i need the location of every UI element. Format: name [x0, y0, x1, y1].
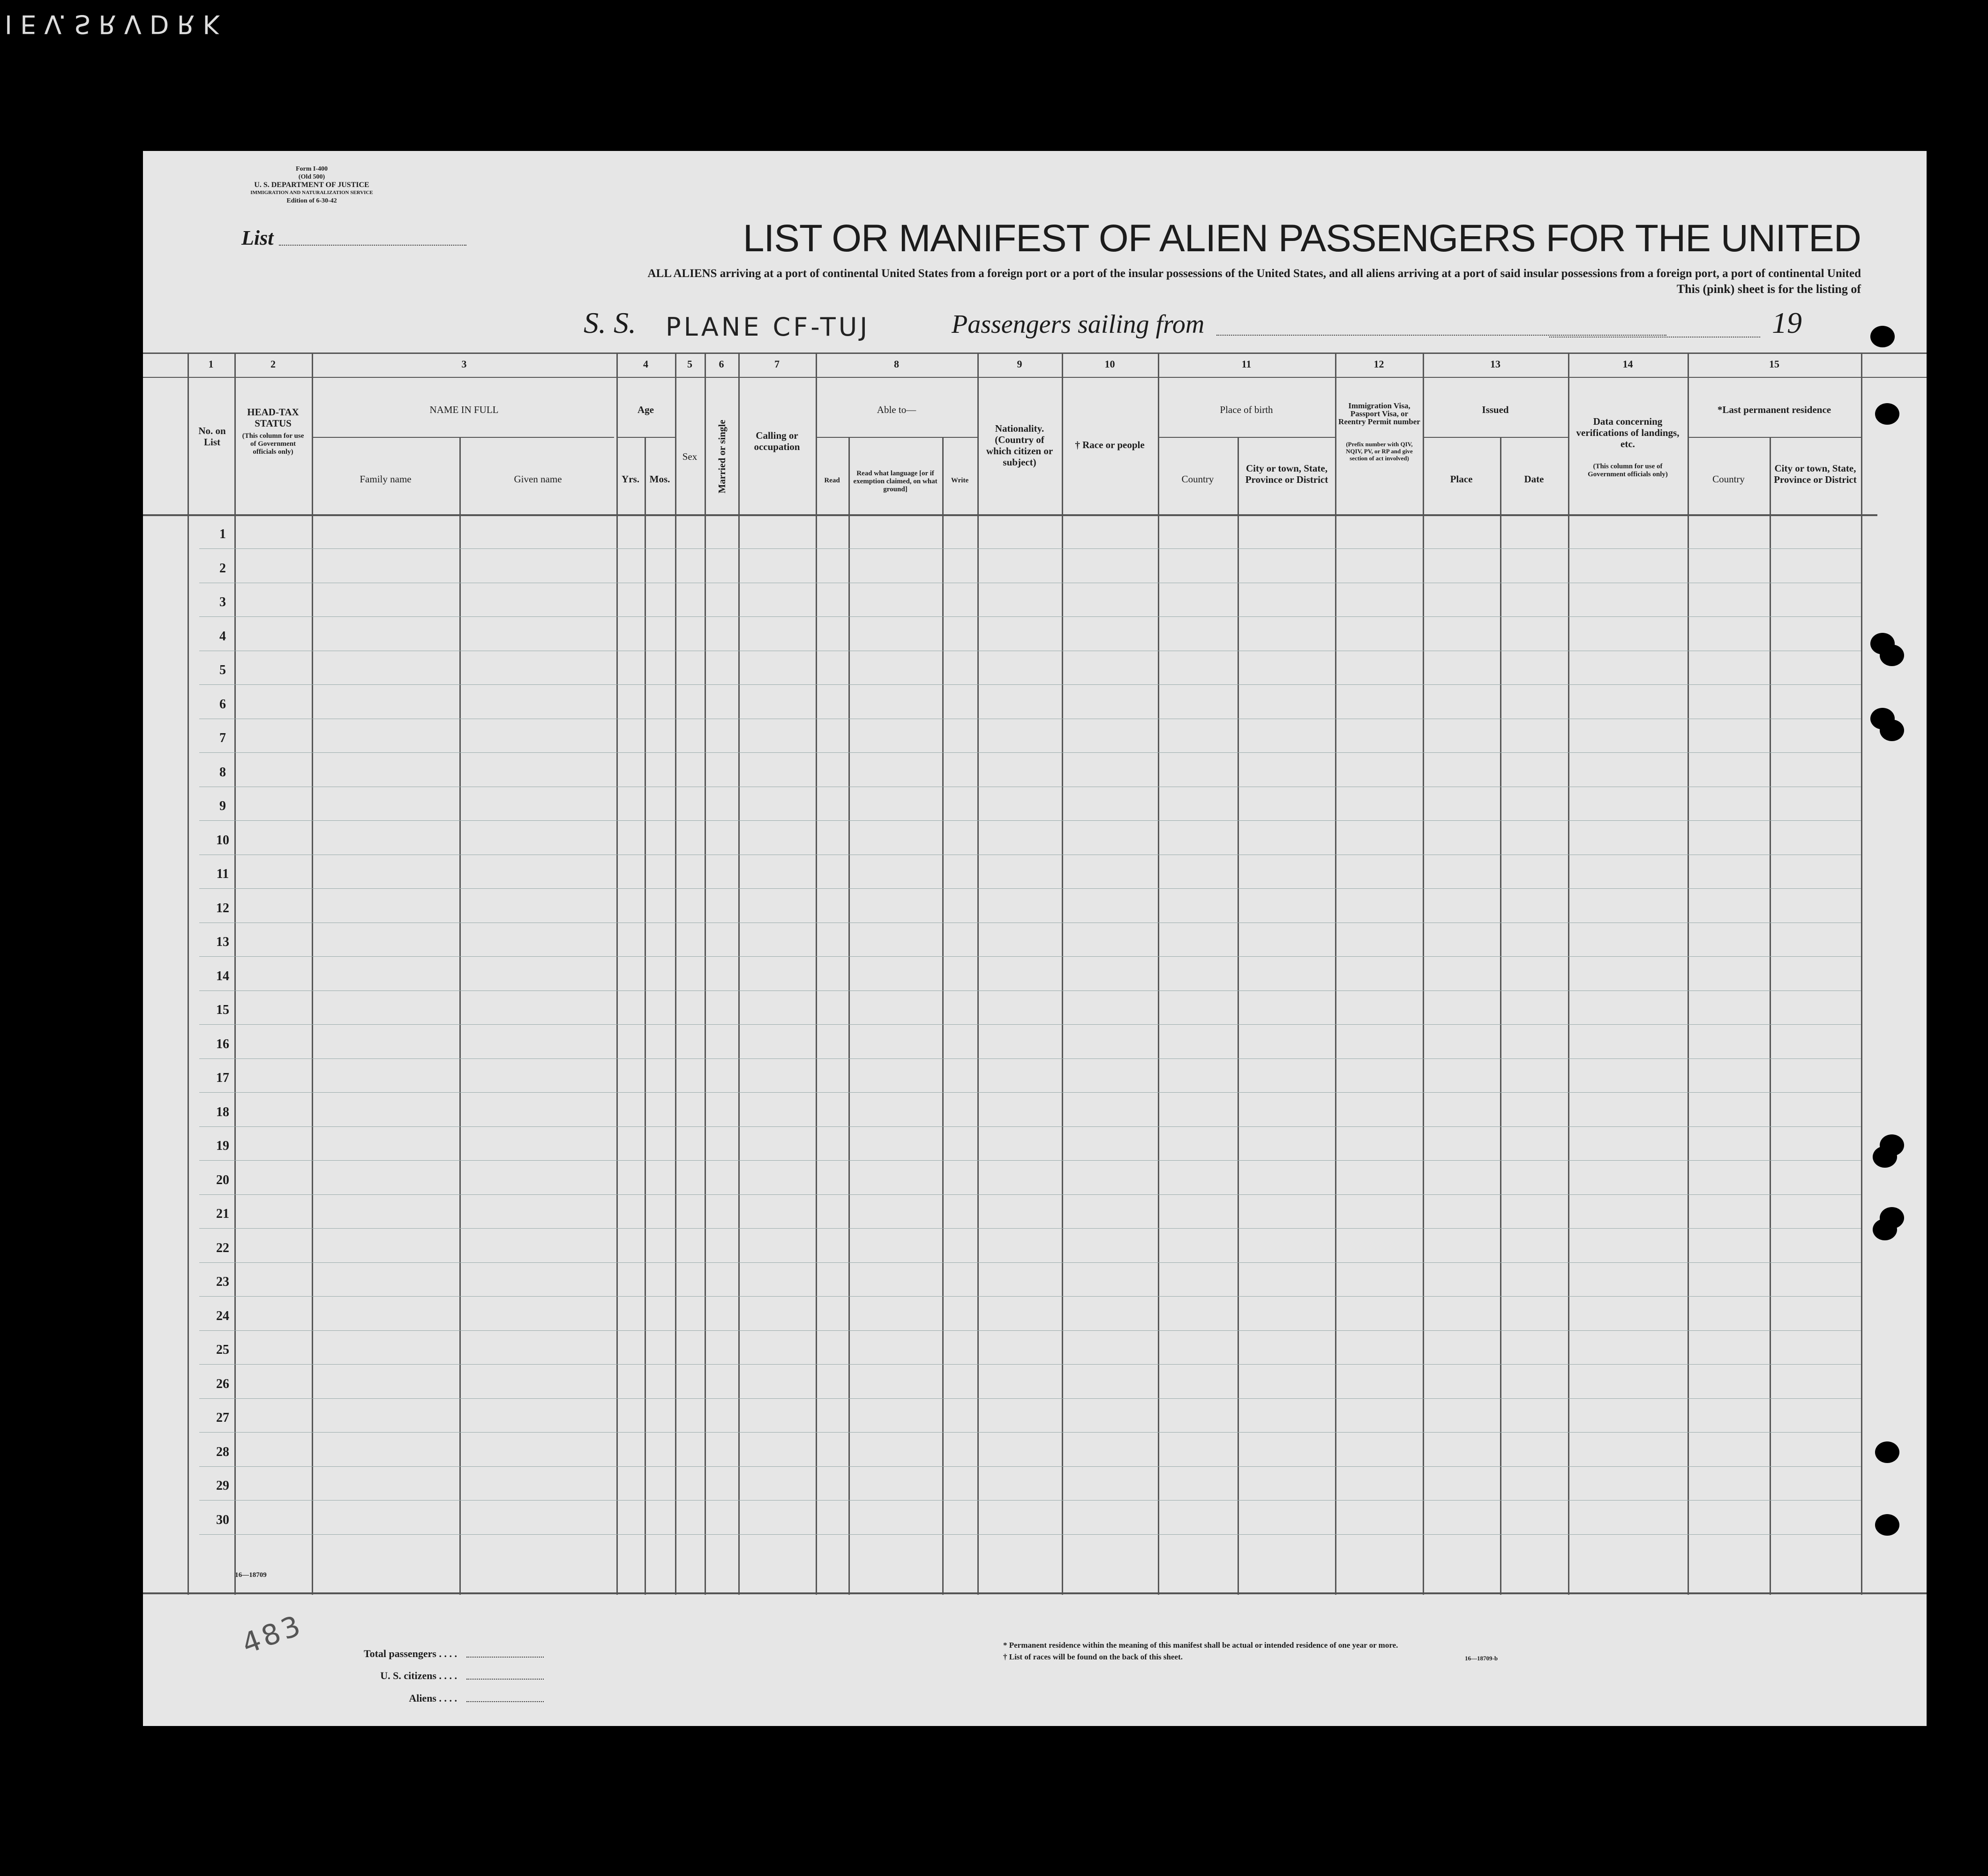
- col-number-6: 6: [719, 358, 724, 370]
- col-number-4: 4: [643, 358, 648, 370]
- col-line: [1062, 353, 1063, 1595]
- col-line: [459, 437, 461, 1595]
- col-line: [738, 353, 740, 1595]
- row-rule: [199, 1398, 1861, 1399]
- row-number: 12: [216, 900, 229, 915]
- row-rule: [199, 1466, 1861, 1467]
- hdr-place-of-birth: Place of birth: [1220, 404, 1273, 415]
- footer-print-code: 16—18709-b: [1465, 1655, 1498, 1662]
- row-rule: [199, 1534, 1861, 1535]
- row-rule: [199, 752, 1861, 753]
- hdr-head-tax-note: (This column for use of Government officials only): [242, 432, 304, 456]
- col-number-divider: [143, 377, 1927, 378]
- row-rule: [199, 1262, 1861, 1263]
- print-code-left: 16—18709: [235, 1571, 267, 1579]
- hdr-birth-city: City or town, State, Province or District: [1245, 463, 1328, 485]
- hdr-res-country: Country: [1712, 473, 1745, 485]
- header-bottom-border: [143, 514, 1877, 516]
- col-line: [977, 353, 979, 1595]
- hdr-race: † Race or people: [1075, 439, 1145, 450]
- manifest-title: LIST OR MANIFEST OF ALIEN PASSENGERS FOR THE UNITED: [743, 217, 1861, 260]
- row-rule: [199, 1330, 1861, 1331]
- total-passengers-label: Total passengers . . . .: [363, 1648, 457, 1659]
- row-rule: [199, 1194, 1861, 1195]
- punch-hole: [1875, 1514, 1899, 1536]
- hdr-birth-country: Country: [1181, 473, 1214, 485]
- aliens-label: Aliens . . . .: [409, 1692, 457, 1704]
- col-number-13: 13: [1490, 358, 1500, 370]
- row-rule: [199, 956, 1861, 957]
- hdr-visa-note: (Prefix number with QIV, NQIV, PV, or RP and give section of act involved): [1346, 441, 1413, 462]
- hdr-issued: Issued: [1482, 404, 1509, 415]
- row-number: 4: [219, 629, 226, 644]
- row-number: 6: [219, 697, 226, 712]
- hdr-given-name: Given name: [514, 473, 562, 485]
- col-number-11: 11: [1241, 358, 1252, 370]
- punch-hole: [1880, 645, 1904, 666]
- row-number: 22: [216, 1240, 229, 1255]
- col-line: [1770, 437, 1771, 1595]
- manifest-sheet: [143, 151, 1927, 1726]
- row-number: 7: [219, 731, 226, 745]
- punch-hole: [1875, 403, 1899, 425]
- row-number: 2: [219, 561, 226, 576]
- year-prefix: 19: [1772, 306, 1802, 339]
- col-line: [705, 353, 706, 1595]
- hdr-head-tax: HEAD-TAX STATUS: [247, 406, 299, 429]
- row-number: 28: [216, 1444, 229, 1459]
- row-number: 13: [216, 935, 229, 949]
- row-rule: [199, 1364, 1861, 1365]
- form-id: Form I-400: [295, 165, 328, 173]
- issued-subhdr-line: [1423, 437, 1568, 438]
- col-number-2: 2: [270, 358, 276, 370]
- hdr-family-name: Family name: [360, 473, 412, 485]
- row-number: 20: [216, 1172, 229, 1187]
- hdr-married: Married or single: [716, 420, 728, 494]
- hdr-landings: Data concerning verifications of landings, etc.: [1576, 416, 1680, 450]
- row-rule: [199, 1296, 1861, 1297]
- row-rule: [199, 1092, 1861, 1093]
- hdr-write: Write: [951, 477, 969, 484]
- col-line: [616, 353, 618, 1595]
- hdr-last-residence: *Last permanent residence: [1717, 404, 1831, 415]
- col-number-15: 15: [1769, 358, 1779, 370]
- row-number: 10: [216, 833, 229, 848]
- hdr-visa: Immigration Visa, Passport Visa, or Reentry Permit number: [1338, 401, 1420, 426]
- row-number: 24: [216, 1308, 229, 1323]
- row-rule: [199, 1058, 1861, 1059]
- row-rule: [199, 1126, 1861, 1127]
- row-number: 25: [216, 1343, 229, 1357]
- punch-hole: [1870, 326, 1895, 347]
- margin-number-handwritten: 483: [238, 1608, 308, 1661]
- ship-name-handwritten: PLANE CF-TUJ: [666, 312, 870, 342]
- col-number-5: 5: [687, 358, 692, 370]
- bleed-through-text: I E V. S R V D R K: [5, 9, 219, 39]
- total-passengers-line: [466, 1657, 544, 1658]
- col-number-10: 10: [1104, 358, 1115, 370]
- res-subhdr-line: [1688, 437, 1861, 438]
- row-rule: [199, 616, 1861, 617]
- row-rule: [199, 1500, 1861, 1501]
- subtitle-line-2: This (pink) sheet is for the listing of: [1676, 282, 1861, 296]
- punch-hole: [1875, 1441, 1899, 1463]
- form-header: [213, 165, 410, 205]
- row-number: 9: [219, 799, 226, 813]
- footnote-races: † List of races will be found on the back of this sheet.: [1003, 1652, 1183, 1661]
- row-number: 8: [219, 765, 226, 780]
- col-line: [188, 353, 189, 1595]
- form-edition: Edition of 6-30-42: [286, 197, 337, 204]
- col-line: [645, 437, 646, 1595]
- hdr-able-to: Able to—: [877, 404, 916, 415]
- col-line: [312, 353, 313, 1595]
- year-dotted-line: [1549, 337, 1760, 338]
- us-citizens-line: [466, 1679, 544, 1680]
- col-line: [848, 437, 850, 1595]
- col-line: [816, 353, 817, 1595]
- hdr-yrs: Yrs.: [622, 473, 639, 485]
- hdr-nationality: Nationality. (Country of which citizen or subject): [986, 423, 1053, 468]
- row-number: 16: [216, 1036, 229, 1051]
- row-rule: [199, 1228, 1861, 1229]
- col-number-1: 1: [208, 358, 214, 370]
- form-old: (Old 500): [298, 173, 325, 180]
- col-number-9: 9: [1017, 358, 1022, 370]
- hdr-calling: Calling or occupation: [754, 430, 800, 452]
- hdr-read: Read: [824, 477, 840, 484]
- hdr-read-language: Read what language [or if exemption claimed, on what ground]: [853, 470, 938, 493]
- col-line: [1568, 353, 1569, 1595]
- row-number: 3: [219, 595, 226, 609]
- row-number: 11: [216, 867, 229, 881]
- birth-subhdr-line: [1158, 437, 1335, 438]
- us-citizens-label: U. S. citizens . . . .: [380, 1670, 457, 1681]
- sailing-label: Passengers sailing from: [952, 310, 1205, 339]
- row-number: 26: [216, 1376, 229, 1391]
- row-rule: [199, 1432, 1861, 1433]
- aliens-line: [466, 1701, 544, 1702]
- col-line: [942, 437, 944, 1595]
- hdr-age: Age: [638, 404, 654, 415]
- row-rule: [199, 820, 1861, 821]
- col-line: [1861, 353, 1862, 1595]
- col-number-12: 12: [1373, 358, 1384, 370]
- grid-bottom-border: [143, 1592, 1927, 1594]
- form-service: IMMIGRATION AND NATURALIZATION SERVICE: [250, 190, 373, 195]
- row-rule: [199, 684, 1861, 685]
- hdr-issued-date: Date: [1524, 473, 1544, 485]
- punch-hole: [1873, 1219, 1897, 1240]
- hdr-res-city: City or town, State, Province or District: [1774, 463, 1857, 485]
- col-number-8: 8: [894, 358, 899, 370]
- col-number-14: 14: [1622, 358, 1633, 370]
- punch-hole: [1880, 720, 1904, 741]
- col-line: [675, 353, 676, 1595]
- sailing-dotted-line: [1216, 335, 1666, 336]
- name-subhdr-line: [312, 437, 614, 438]
- row-rule: [199, 1024, 1861, 1025]
- hdr-issued-place: Place: [1450, 473, 1473, 485]
- row-number: 30: [216, 1512, 229, 1527]
- ship-prefix: S. S.: [584, 306, 636, 339]
- row-number: 27: [216, 1411, 229, 1425]
- hdr-name-in-full: NAME IN FULL: [429, 404, 499, 415]
- able-subhdr-line: [816, 437, 977, 438]
- col-line: [1423, 353, 1424, 1595]
- row-number: 18: [216, 1104, 229, 1119]
- manifest-grid: [143, 353, 1927, 1595]
- row-number: 15: [216, 1003, 229, 1017]
- row-number: 29: [216, 1478, 229, 1493]
- form-dept: U. S. DEPARTMENT OF JUSTICE: [254, 181, 369, 189]
- subtitle-line-1: ALL ALIENS arriving at a port of continental United States from a foreign port or a port of the insular possessions of the United States, and all aliens arriving at a port of said insular possessions from a foreign port, a port of continental United: [647, 267, 1861, 280]
- col-number-3: 3: [461, 358, 467, 370]
- col-line: [1238, 437, 1239, 1595]
- col-number-7: 7: [774, 358, 780, 370]
- row-number: 5: [219, 663, 226, 677]
- footnote-residence: * Permanent residence within the meaning of this manifest shall be actual or intended residence of one year or more.: [1003, 1641, 1398, 1650]
- row-number: 23: [216, 1275, 229, 1289]
- punch-hole: [1873, 1146, 1897, 1168]
- hdr-landings-note: (This column for use of Government officials only): [1588, 463, 1668, 478]
- col-line: [1158, 353, 1159, 1595]
- list-label: List: [241, 226, 274, 249]
- hdr-sex: Sex: [682, 451, 698, 462]
- row-rule: [199, 548, 1861, 549]
- col-line: [1688, 353, 1689, 1595]
- row-number: 19: [216, 1139, 229, 1153]
- row-rule: [199, 888, 1861, 889]
- row-number: 14: [216, 968, 229, 983]
- hdr-mos: Mos.: [649, 473, 670, 485]
- row-rule: [199, 1160, 1861, 1161]
- col-line: [1500, 437, 1501, 1595]
- row-number: 17: [216, 1071, 229, 1085]
- col-line: [1335, 353, 1336, 1595]
- row-number: 1: [219, 527, 226, 541]
- list-dotted-line: [279, 245, 466, 246]
- row-number: 21: [216, 1207, 229, 1221]
- hdr-no-on-list: No. on List: [198, 425, 226, 448]
- grid-top-border: [143, 353, 1927, 354]
